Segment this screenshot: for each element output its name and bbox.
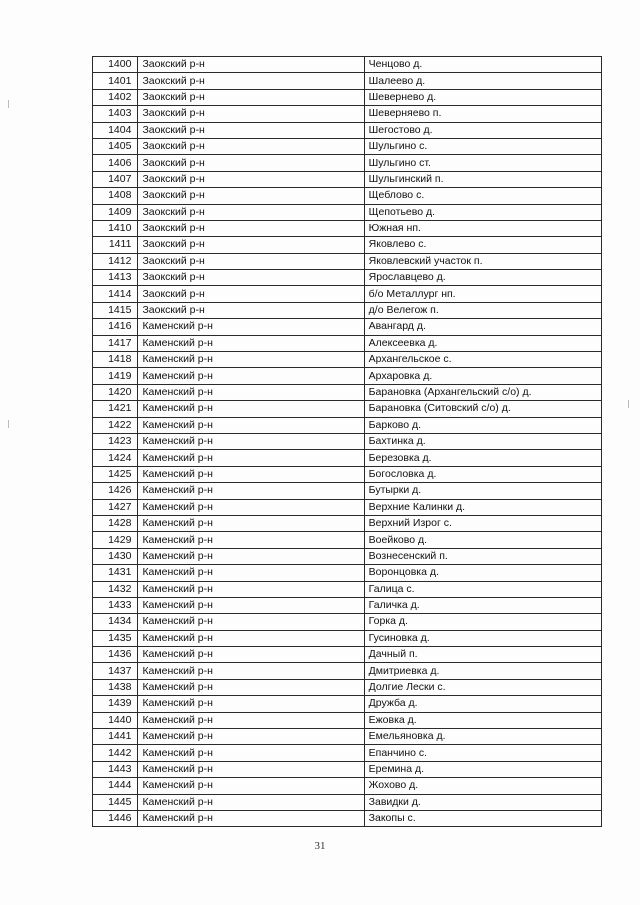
settlement-cell: Воронцовка д.	[364, 565, 601, 581]
settlement-cell: Ежовка д.	[364, 712, 601, 728]
row-number-cell: 1431	[93, 565, 138, 581]
district-cell: Каменский р-н	[138, 630, 364, 646]
district-cell: Заокский р-н	[138, 204, 364, 220]
scan-mark	[8, 100, 9, 108]
settlement-cell: Березовка д.	[364, 450, 601, 466]
row-number-cell: 1439	[93, 696, 138, 712]
row-number-cell: 1408	[93, 188, 138, 204]
table-row	[93, 696, 602, 712]
settlement-cell: Барково д.	[364, 417, 601, 433]
table-row	[93, 384, 602, 400]
district-cell: Каменский р-н	[138, 794, 364, 810]
district-cell: Каменский р-н	[138, 712, 364, 728]
district-cell: Каменский р-н	[138, 483, 364, 499]
settlement-cell: Шульгинский п.	[364, 171, 601, 187]
table-row	[93, 253, 602, 269]
row-number-cell: 1436	[93, 647, 138, 663]
row-number-cell: 1413	[93, 270, 138, 286]
district-cell: Заокский р-н	[138, 122, 364, 138]
row-number-cell: 1437	[93, 663, 138, 679]
settlement-cell: Бутырки д.	[364, 483, 601, 499]
settlement-cell: д/о Велегож п.	[364, 302, 601, 318]
district-cell: Каменский р-н	[138, 597, 364, 613]
district-cell: Каменский р-н	[138, 319, 364, 335]
row-number-cell: 1423	[93, 433, 138, 449]
settlement-cell: Южная нп.	[364, 220, 601, 236]
settlement-cell: Шалеево д.	[364, 73, 601, 89]
table-row	[93, 548, 602, 564]
table-row	[93, 729, 602, 745]
settlement-cell: Вознесенский п.	[364, 548, 601, 564]
row-number-cell: 1427	[93, 499, 138, 515]
settlement-cell: Галичка д.	[364, 597, 601, 613]
settlement-cell: Щепотьево д.	[364, 204, 601, 220]
row-number-cell: 1443	[93, 761, 138, 777]
district-cell: Заокский р-н	[138, 188, 364, 204]
settlement-cell: Закопы с.	[364, 810, 601, 826]
table-row	[93, 352, 602, 368]
district-cell: Заокский р-н	[138, 286, 364, 302]
settlement-cell: Шегостово д.	[364, 122, 601, 138]
row-number-cell: 1434	[93, 614, 138, 630]
table-row	[93, 663, 602, 679]
district-cell: Каменский р-н	[138, 433, 364, 449]
table-row	[93, 499, 602, 515]
table-row	[93, 188, 602, 204]
settlement-cell: Ярославцево д.	[364, 270, 601, 286]
table-row	[93, 810, 602, 826]
settlement-cell: Жохово д.	[364, 778, 601, 794]
table-row	[93, 712, 602, 728]
district-cell: Каменский р-н	[138, 729, 364, 745]
row-number-cell: 1416	[93, 319, 138, 335]
row-number-cell: 1415	[93, 302, 138, 318]
row-number-cell: 1428	[93, 515, 138, 531]
table-row	[93, 368, 602, 384]
settlement-cell: б/о Металлург нп.	[364, 286, 601, 302]
settlement-cell: Дмитриевка д.	[364, 663, 601, 679]
table-body	[93, 57, 602, 827]
district-cell: Заокский р-н	[138, 220, 364, 236]
district-cell: Каменский р-н	[138, 679, 364, 695]
district-cell: Каменский р-н	[138, 565, 364, 581]
table-row	[93, 138, 602, 154]
row-number-cell: 1418	[93, 352, 138, 368]
table-row	[93, 433, 602, 449]
table-row	[93, 286, 602, 302]
row-number-cell: 1411	[93, 237, 138, 253]
row-number-cell: 1429	[93, 532, 138, 548]
settlement-cell: Яковлевский участок п.	[364, 253, 601, 269]
district-cell: Каменский р-н	[138, 548, 364, 564]
table-row	[93, 417, 602, 433]
district-cell: Каменский р-н	[138, 761, 364, 777]
table-row	[93, 483, 602, 499]
district-cell: Заокский р-н	[138, 253, 364, 269]
settlement-cell: Барановка (Архангельский с/о) д.	[364, 384, 601, 400]
settlement-cell: Щеблово с.	[364, 188, 601, 204]
district-cell: Каменский р-н	[138, 810, 364, 826]
district-cell: Каменский р-н	[138, 745, 364, 761]
row-number-cell: 1432	[93, 581, 138, 597]
row-number-cell: 1446	[93, 810, 138, 826]
table-row	[93, 614, 602, 630]
settlement-cell: Еремина д.	[364, 761, 601, 777]
row-number-cell: 1414	[93, 286, 138, 302]
district-cell: Заокский р-н	[138, 73, 364, 89]
settlement-cell: Долгие Лески с.	[364, 679, 601, 695]
row-number-cell: 1400	[93, 57, 138, 73]
district-cell: Каменский р-н	[138, 335, 364, 351]
table-row	[93, 679, 602, 695]
settlement-cell: Верхний Изрог с.	[364, 515, 601, 531]
settlement-cell: Шевернево д.	[364, 89, 601, 105]
row-number-cell: 1422	[93, 417, 138, 433]
district-cell: Каменский р-н	[138, 499, 364, 515]
row-number-cell: 1445	[93, 794, 138, 810]
district-cell: Заокский р-н	[138, 171, 364, 187]
table-row	[93, 171, 602, 187]
settlement-cell: Архаровка д.	[364, 368, 601, 384]
page-number: 31	[314, 840, 326, 852]
table-row	[93, 745, 602, 761]
settlement-cell: Дачный п.	[364, 647, 601, 663]
scan-mark	[8, 420, 9, 428]
row-number-cell: 1410	[93, 220, 138, 236]
table-row	[93, 220, 602, 236]
table-row	[93, 204, 602, 220]
table-row	[93, 89, 602, 105]
settlement-cell: Барановка (Ситовский с/о) д.	[364, 401, 601, 417]
settlement-cell: Горка д.	[364, 614, 601, 630]
row-number-cell: 1442	[93, 745, 138, 761]
district-cell: Каменский р-н	[138, 647, 364, 663]
district-cell: Заокский р-н	[138, 237, 364, 253]
table-row	[93, 581, 602, 597]
table-row	[93, 778, 602, 794]
settlements-table	[92, 56, 602, 827]
table-row	[93, 515, 602, 531]
settlement-cell: Архангельское с.	[364, 352, 601, 368]
district-cell: Заокский р-н	[138, 89, 364, 105]
settlement-cell: Шульгино ст.	[364, 155, 601, 171]
district-cell: Каменский р-н	[138, 352, 364, 368]
row-number-cell: 1407	[93, 171, 138, 187]
district-cell: Каменский р-н	[138, 368, 364, 384]
table-row	[93, 466, 602, 482]
row-number-cell: 1435	[93, 630, 138, 646]
table-row	[93, 450, 602, 466]
row-number-cell: 1419	[93, 368, 138, 384]
table-row	[93, 302, 602, 318]
table-row	[93, 597, 602, 613]
settlement-cell: Емельяновка д.	[364, 729, 601, 745]
settlement-cell: Завидки д.	[364, 794, 601, 810]
table-row	[93, 237, 602, 253]
settlement-cell: Воейково д.	[364, 532, 601, 548]
district-cell: Каменский р-н	[138, 417, 364, 433]
row-number-cell: 1406	[93, 155, 138, 171]
table-row	[93, 794, 602, 810]
table-row	[93, 401, 602, 417]
settlement-cell: Гусиновка д.	[364, 630, 601, 646]
row-number-cell: 1444	[93, 778, 138, 794]
district-cell: Каменский р-н	[138, 778, 364, 794]
settlement-cell: Богословка д.	[364, 466, 601, 482]
settlement-cell: Бахтинка д.	[364, 433, 601, 449]
settlement-cell: Шеверняево п.	[364, 106, 601, 122]
row-number-cell: 1433	[93, 597, 138, 613]
table-row	[93, 270, 602, 286]
row-number-cell: 1402	[93, 89, 138, 105]
table-row	[93, 647, 602, 663]
row-number-cell: 1426	[93, 483, 138, 499]
district-cell: Каменский р-н	[138, 581, 364, 597]
settlement-cell: Шульгино с.	[364, 138, 601, 154]
row-number-cell: 1430	[93, 548, 138, 564]
table-row	[93, 57, 602, 73]
row-number-cell: 1440	[93, 712, 138, 728]
settlement-cell: Дружба д.	[364, 696, 601, 712]
table-row	[93, 565, 602, 581]
district-cell: Каменский р-н	[138, 401, 364, 417]
district-cell: Каменский р-н	[138, 614, 364, 630]
settlement-cell: Верхние Калинки д.	[364, 499, 601, 515]
district-cell: Заокский р-н	[138, 106, 364, 122]
row-number-cell: 1438	[93, 679, 138, 695]
table-row	[93, 335, 602, 351]
row-number-cell: 1420	[93, 384, 138, 400]
district-cell: Каменский р-н	[138, 532, 364, 548]
settlement-cell: Алексеевка д.	[364, 335, 601, 351]
row-number-cell: 1441	[93, 729, 138, 745]
settlement-cell: Галица с.	[364, 581, 601, 597]
settlement-cell: Яковлево с.	[364, 237, 601, 253]
row-number-cell: 1421	[93, 401, 138, 417]
district-cell: Каменский р-н	[138, 466, 364, 482]
row-number-cell: 1417	[93, 335, 138, 351]
district-cell: Заокский р-н	[138, 302, 364, 318]
table-row	[93, 122, 602, 138]
district-cell: Каменский р-н	[138, 663, 364, 679]
table-row	[93, 630, 602, 646]
settlement-cell: Ченцово д.	[364, 57, 601, 73]
settlement-cell: Авангард д.	[364, 319, 601, 335]
district-cell: Каменский р-н	[138, 384, 364, 400]
district-cell: Каменский р-н	[138, 450, 364, 466]
row-number-cell: 1404	[93, 122, 138, 138]
district-cell: Заокский р-н	[138, 155, 364, 171]
scan-mark	[628, 400, 629, 408]
table-row	[93, 761, 602, 777]
row-number-cell: 1425	[93, 466, 138, 482]
table-row	[93, 532, 602, 548]
district-cell: Заокский р-н	[138, 270, 364, 286]
district-cell: Каменский р-н	[138, 696, 364, 712]
table-row	[93, 155, 602, 171]
district-cell: Заокский р-н	[138, 57, 364, 73]
district-cell: Заокский р-н	[138, 138, 364, 154]
row-number-cell: 1412	[93, 253, 138, 269]
row-number-cell: 1403	[93, 106, 138, 122]
settlement-cell: Епанчино с.	[364, 745, 601, 761]
table-row	[93, 106, 602, 122]
row-number-cell: 1424	[93, 450, 138, 466]
row-number-cell: 1409	[93, 204, 138, 220]
table-row	[93, 319, 602, 335]
row-number-cell: 1405	[93, 138, 138, 154]
district-cell: Каменский р-н	[138, 515, 364, 531]
table-row	[93, 73, 602, 89]
row-number-cell: 1401	[93, 73, 138, 89]
